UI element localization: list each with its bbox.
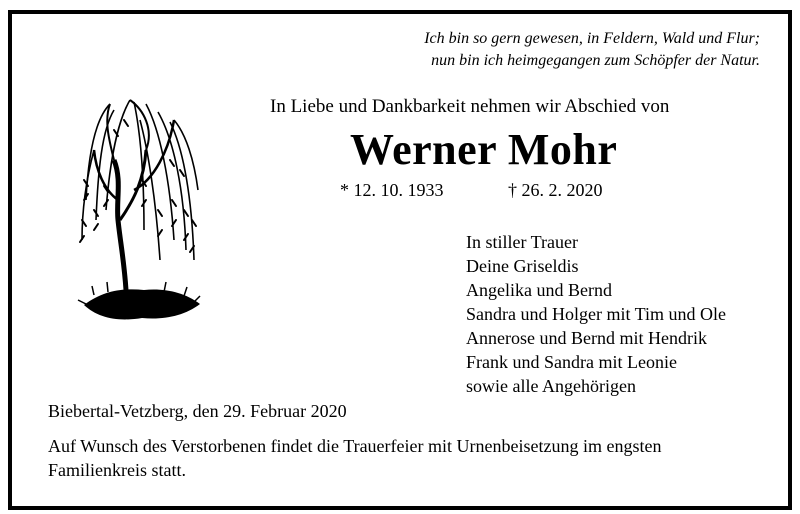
mourner-line: sowie alle Angehörigen <box>466 376 636 396</box>
place-date: Biebertal-Vetzberg, den 29. Februar 2020 <box>48 401 347 421</box>
mourner-line: Frank und Sandra mit Leonie <box>466 352 677 372</box>
weeping-willow-tree-icon <box>74 90 204 340</box>
death-date: † 26. 2. 2020 <box>508 180 603 200</box>
mourner-line: Annerose und Bernd mit Hendrik <box>466 328 707 348</box>
mourner-line: Sandra und Holger mit Tim und Ole <box>466 304 726 324</box>
birth-date: * 12. 10. 1933 <box>340 180 444 200</box>
poem-line-1: Ich bin so gern gewesen, in Feldern, Wald und Flur; <box>424 30 760 47</box>
mourner-line: Deine Griseldis <box>466 256 579 276</box>
poem <box>424 28 760 72</box>
deceased-name: Werner Mohr <box>350 125 618 174</box>
mourner-line: In stiller Trauer <box>466 232 578 252</box>
intro-text: In Liebe und Dankbarkeit nehmen wir Abschied von <box>270 96 670 117</box>
funeral-notice: Auf Wunsch des Verstorbenen findet die Trauerfeier mit Urnenbeisetzung im engsten Familienkreis statt. <box>48 436 662 480</box>
mourner-line: Angelika und Bernd <box>466 280 612 300</box>
mourners-list <box>466 230 726 398</box>
poem-line-2: nun bin ich heimgegangen zum Schöpfer der Natur. <box>431 52 760 69</box>
